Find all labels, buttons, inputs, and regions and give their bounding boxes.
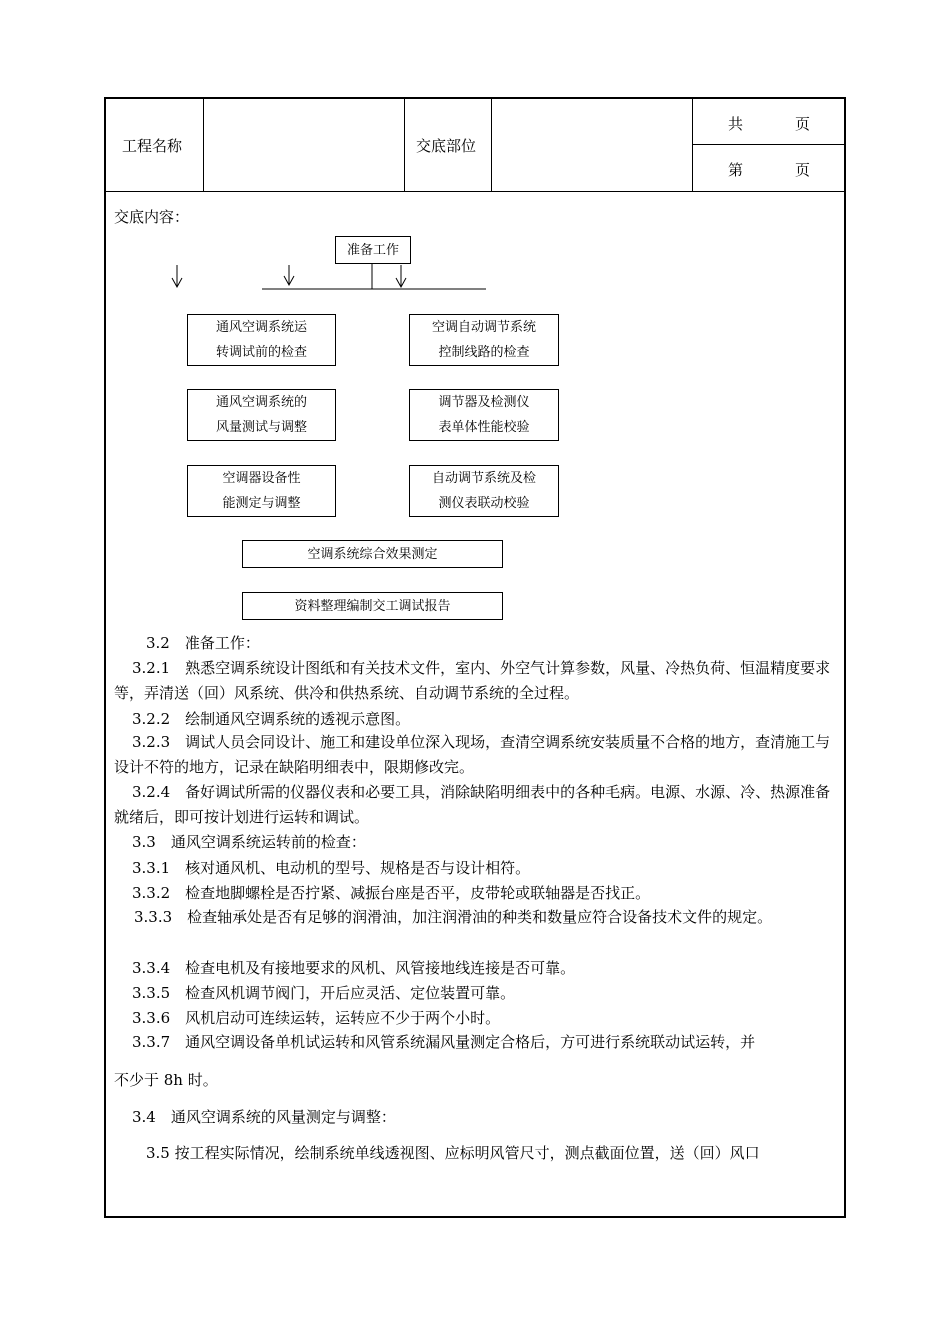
flow-left-box-3 <box>187 465 336 517</box>
flow-bottom-box-1 <box>242 540 503 568</box>
project-name-label: 工程名称 <box>122 137 183 155</box>
flow-label: 转调试前的检查 <box>215 345 307 360</box>
paragraph: 3.2.2 绘制通风空调系统的透视示意图。 <box>132 710 411 728</box>
paragraph: 3.3.1 核对通风机、电动机的型号、规格是否与设计相符。 <box>132 859 531 877</box>
paragraph: 3.3.2 检查地脚螺栓是否拧紧、减振台座是否平，皮带轮或联轴器是否找正。 <box>132 884 651 902</box>
total-pages-suffix: 页 <box>795 115 811 133</box>
flow-label: 空调自动调节系统 <box>431 320 536 335</box>
paragraph: 3.5 按工程实际情况，绘制系统单线透视图、应标明风管尺寸，测点截面位置，送（回）风口 <box>146 1144 760 1162</box>
flow-root-label: 准备工作 <box>346 242 399 258</box>
page-number-suffix: 页 <box>795 161 811 179</box>
flow-label: 风量测试与调整 <box>215 420 307 435</box>
paragraph: 3.2.3 调试人员会同设计、施工和建设单位深入现场，查清空调系统安装质量不合格的地方，查清施工与设计不符的地方，记录在缺陷明细表中，限期修改完。 <box>114 733 831 776</box>
paragraph: 3.3.3 检查轴承处是否有足够的润滑油，加注润滑油的种类和数量应符合设备技术文件的规定。 <box>134 908 773 926</box>
page-number-label: 第 <box>728 161 744 179</box>
section-heading: 3.3 通风空调系统运转前的检查： <box>132 833 366 851</box>
flow-right-box-3 <box>409 465 559 517</box>
flow-label: 自动调节系统及检 <box>431 471 536 486</box>
flow-label: 空调器设备性 <box>222 471 301 486</box>
flow-right-box-2 <box>409 389 559 441</box>
paragraph: 3.3.6 风机启动可连续运转，运转应不少于两个小时。 <box>132 1009 501 1027</box>
flow-label: 调节器及检测仪 <box>438 395 530 410</box>
flow-right-box-1 <box>409 314 559 366</box>
section-heading: 3.2 准备工作： <box>146 634 260 652</box>
paragraph: 3.3.7 通风空调设备单机试运转和风管系统漏风量测定合格后，方可进行系统联动试运转，并 <box>132 1033 756 1051</box>
flow-left-box-1 <box>187 314 336 366</box>
flow-label: 测仪表联动校验 <box>438 496 530 511</box>
flow-label: 控制线路的检查 <box>438 345 530 360</box>
paragraph: 3.3.4 检查电机及有接地要求的风机、风管接地线连接是否可靠。 <box>132 959 576 977</box>
flow-label: 空调系统综合效果测定 <box>307 546 438 562</box>
total-pages-label: 共 <box>728 115 744 133</box>
flow-label: 资料整理编制交工调试报告 <box>294 598 451 614</box>
flow-label: 通风空调系统运 <box>215 320 307 335</box>
content-label: 交底内容： <box>114 208 190 226</box>
flow-left-box-2 <box>187 389 336 441</box>
down-arrow-icon <box>172 265 182 287</box>
paragraph: 3.3.5 检查风机调节阀门，开后应灵活、定位装置可靠。 <box>132 984 516 1002</box>
flow-label: 能测定与调整 <box>222 496 301 511</box>
flow-label: 表单体性能校验 <box>438 420 530 435</box>
paragraph: 3.2.4 备好调试所需的仪器仪表和必要工具，消除缺陷明细表中的各种毛病。电源、水源、冷、热源准备就绪后，即可按计划进行运转和调试。 <box>114 783 831 826</box>
down-arrow-icon <box>284 265 294 285</box>
handover-location-label: 交底部位 <box>416 137 477 155</box>
flow-bottom-box-2 <box>242 592 503 620</box>
down-arrow-icon <box>396 265 406 287</box>
paragraph: 不少于 8h 时。 <box>114 1071 218 1089</box>
flowchart-connectors <box>0 0 950 320</box>
section-heading: 3.4 通风空调系统的风量测定与调整： <box>132 1108 396 1126</box>
paragraph: 3.2.1 熟悉空调系统设计图纸和有关技术文件，室内、外空气计算参数，风量、冷热负荷、恒温精度要求等，弄清送（回）风系统、供冷和供热系统、自动调节系统的全过程。 <box>114 659 831 702</box>
flow-label: 通风空调系统的 <box>215 395 307 410</box>
